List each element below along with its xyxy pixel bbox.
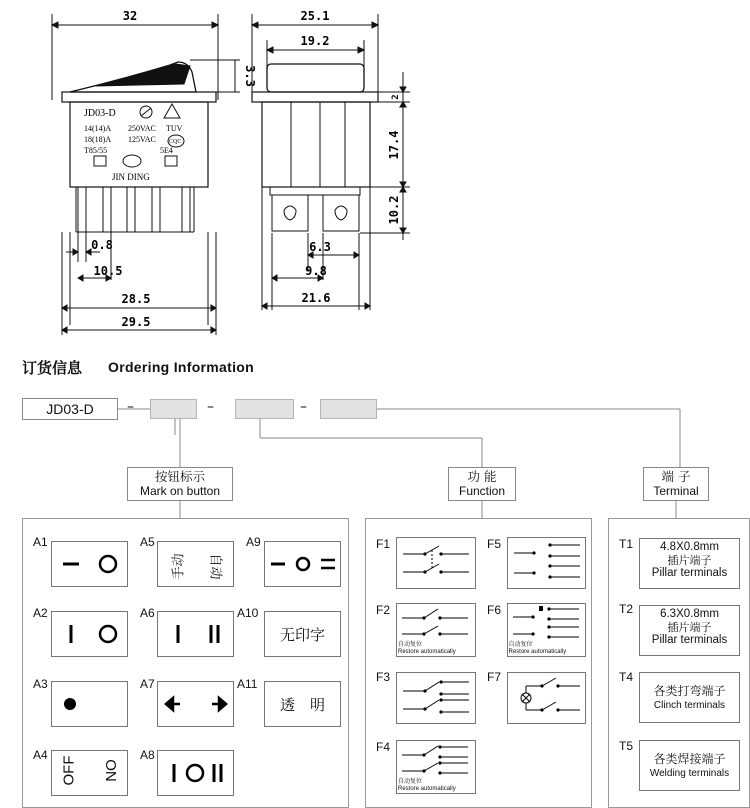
note-en: Restore automatically — [398, 786, 456, 792]
mark-option-a4[interactable] — [51, 750, 128, 796]
mark-option-a10[interactable]: 无印字 — [264, 611, 341, 657]
dim-rocker-height: 3.3 — [243, 65, 257, 87]
mark-option-a5[interactable] — [157, 541, 234, 587]
terminal-type-en: Welding terminals — [649, 768, 730, 779]
function-code: F3 — [376, 670, 391, 684]
mark-code: A3 — [33, 677, 48, 691]
label-voltage1: 250VAC — [128, 124, 156, 133]
terminal-code: T1 — [619, 537, 634, 551]
mark-code: A8 — [140, 748, 155, 762]
label-brand: JIN DING — [112, 172, 150, 182]
mark-option-a11[interactable]: 透 明 — [264, 681, 341, 727]
dpst-momentary-switch-icon — [396, 604, 476, 642]
function-code: F7 — [487, 670, 502, 684]
dash-circle-equals-icon — [265, 541, 340, 587]
auto-label: 自动 — [207, 553, 223, 580]
dim-side-total-width: 25.1 — [300, 9, 330, 23]
label-tuv: TUV — [166, 124, 183, 133]
mark-option-a2[interactable] — [51, 611, 128, 657]
mark-code: A1 — [33, 535, 48, 549]
terminal-type-cn: 各类焊接端子 — [653, 752, 726, 766]
function-code: F4 — [376, 740, 391, 754]
dim-terminal-pitch: 10.5 — [93, 264, 123, 278]
terminal-type-en: Pillar terminals — [651, 567, 728, 579]
mark-code: A5 — [140, 535, 155, 549]
category-mark-en: Mark on button — [139, 484, 221, 498]
on-label: ON — [101, 759, 119, 782]
mark-code: A11 — [237, 677, 258, 691]
terminal-option-t2[interactable] — [639, 605, 740, 656]
function-code: F2 — [376, 603, 391, 617]
restore-note — [398, 642, 474, 656]
category-function-cn: 功 能 — [467, 469, 497, 484]
mark-option-a1[interactable] — [51, 541, 128, 587]
function-option-f6[interactable] — [507, 603, 586, 657]
mark-option-a8[interactable] — [157, 750, 234, 796]
mark-option-a3[interactable] — [51, 681, 128, 727]
dim-side-terminal-width: 6.3 — [309, 240, 331, 254]
mark-code: A9 — [246, 535, 261, 549]
label-voltage2: 125VAC — [128, 135, 156, 144]
category-mark-cn: 按钮标示 — [154, 469, 205, 484]
terminal-type-cn: 插片端子 — [667, 621, 712, 634]
ordering-title-cn: 订货信息 — [22, 359, 83, 377]
dim-top-width: 32 — [122, 9, 138, 23]
terminal-type-en: Clinch terminals — [653, 700, 726, 711]
terminal-code: T4 — [619, 670, 634, 684]
function-code: F5 — [487, 537, 502, 551]
category-mark — [127, 467, 233, 501]
mark-code: A4 — [33, 748, 48, 762]
function-option-f5[interactable] — [507, 537, 586, 589]
bar-circle-icon — [52, 611, 127, 657]
mark-code: A7 — [140, 677, 155, 691]
connector-lines — [0, 395, 750, 475]
dim-body-width: 28.5 — [121, 292, 151, 306]
category-terminal-en: Terminal — [653, 484, 699, 498]
terminal-type-en: Pillar terminals — [651, 634, 728, 646]
terminal-option-t1[interactable] — [639, 538, 740, 589]
dim-side-terminal-pitch: 9.8 — [305, 264, 327, 278]
model-code-box: JD03-D — [22, 398, 118, 420]
function-option-f2[interactable] — [396, 603, 476, 657]
terminal-option-t4[interactable] — [639, 672, 740, 723]
note-en: Restore automatically — [508, 649, 567, 655]
technical-drawing — [0, 0, 750, 345]
terminal-code: T2 — [619, 602, 634, 616]
label-rating2: 18(18)A — [84, 135, 112, 144]
mark-option-a9[interactable] — [264, 541, 341, 587]
dim-side-inner-width: 19.2 — [300, 34, 330, 48]
label-temp: T85/55 — [84, 146, 108, 155]
terminal-size: 4.8X0.8mm — [660, 541, 719, 553]
on-off-dash-circle-icon — [52, 541, 127, 587]
terminal-size: 6.3X0.8mm — [660, 608, 719, 620]
separator: – — [127, 399, 134, 415]
separator: – — [300, 399, 307, 415]
label-rating1: 14(14)A — [84, 124, 112, 133]
mark-option-a7[interactable] — [157, 681, 234, 727]
category-terminal-cn: 端 子 — [661, 469, 691, 484]
function-code: F6 — [487, 603, 502, 617]
label-model: JD03-D — [84, 108, 116, 119]
note-cn: 自动复位 — [508, 642, 533, 648]
dpdt-momentary-switch-icon — [396, 741, 476, 779]
dim-terminal-height: 10.2 — [387, 195, 401, 225]
note-en: Restore automatically — [398, 649, 456, 655]
function-option-f3[interactable] — [396, 672, 476, 724]
dim-bezel-height: 2 — [391, 94, 401, 100]
dim-body-height: 17.4 — [387, 130, 401, 160]
note-cn: 自动复位 — [398, 642, 423, 648]
terminal-type-cn: 各类打弯端子 — [653, 684, 726, 698]
ordering-title-en: Ordering Information — [108, 359, 254, 375]
left-right-arrows-icon — [158, 681, 233, 727]
bar-circle-double-bar-icon — [158, 750, 233, 796]
mark-code: A10 — [237, 606, 259, 620]
terminal-option-t5[interactable] — [639, 740, 740, 791]
separator: – — [207, 399, 214, 415]
dpdt-center-off-switch-icon — [508, 537, 585, 589]
mark-code: A2 — [33, 606, 48, 620]
mark-option-a6[interactable] — [157, 611, 234, 657]
mark-code: A6 — [140, 606, 155, 620]
off-on-text — [52, 750, 127, 796]
category-terminal — [643, 467, 709, 501]
terminal-type-cn: 插片端子 — [667, 554, 712, 567]
manual-auto-text — [158, 541, 233, 587]
restore-note — [398, 779, 474, 793]
label-cqc: CQC — [169, 139, 182, 145]
dot-icon — [52, 681, 127, 727]
restore-note — [509, 642, 585, 656]
single-double-bar-icon — [158, 611, 233, 657]
category-function-en: Function — [458, 484, 506, 498]
function-option-f1[interactable] — [396, 537, 476, 589]
dpst-switch-icon — [397, 537, 475, 589]
function-option-f7[interactable] — [507, 672, 586, 724]
dim-side-body-width: 21.6 — [301, 291, 331, 305]
terminal-code: T5 — [619, 739, 634, 753]
function-code: F1 — [376, 537, 391, 551]
dim-bezel-width: 29.5 — [121, 315, 151, 329]
off-label: OFF — [60, 755, 78, 786]
label-cert: 5E4 — [160, 146, 173, 155]
category-function — [448, 467, 516, 501]
dpdt-center-off-momentary-icon — [507, 604, 586, 642]
lamp-switch-icon — [508, 672, 585, 724]
note-cn: 自动复位 — [398, 779, 423, 785]
dim-terminal-thickness: 0.8 — [91, 238, 113, 252]
manual-label: 手动 — [171, 553, 187, 580]
function-option-f4[interactable] — [396, 740, 476, 794]
dpdt-switch-icon — [397, 672, 475, 724]
